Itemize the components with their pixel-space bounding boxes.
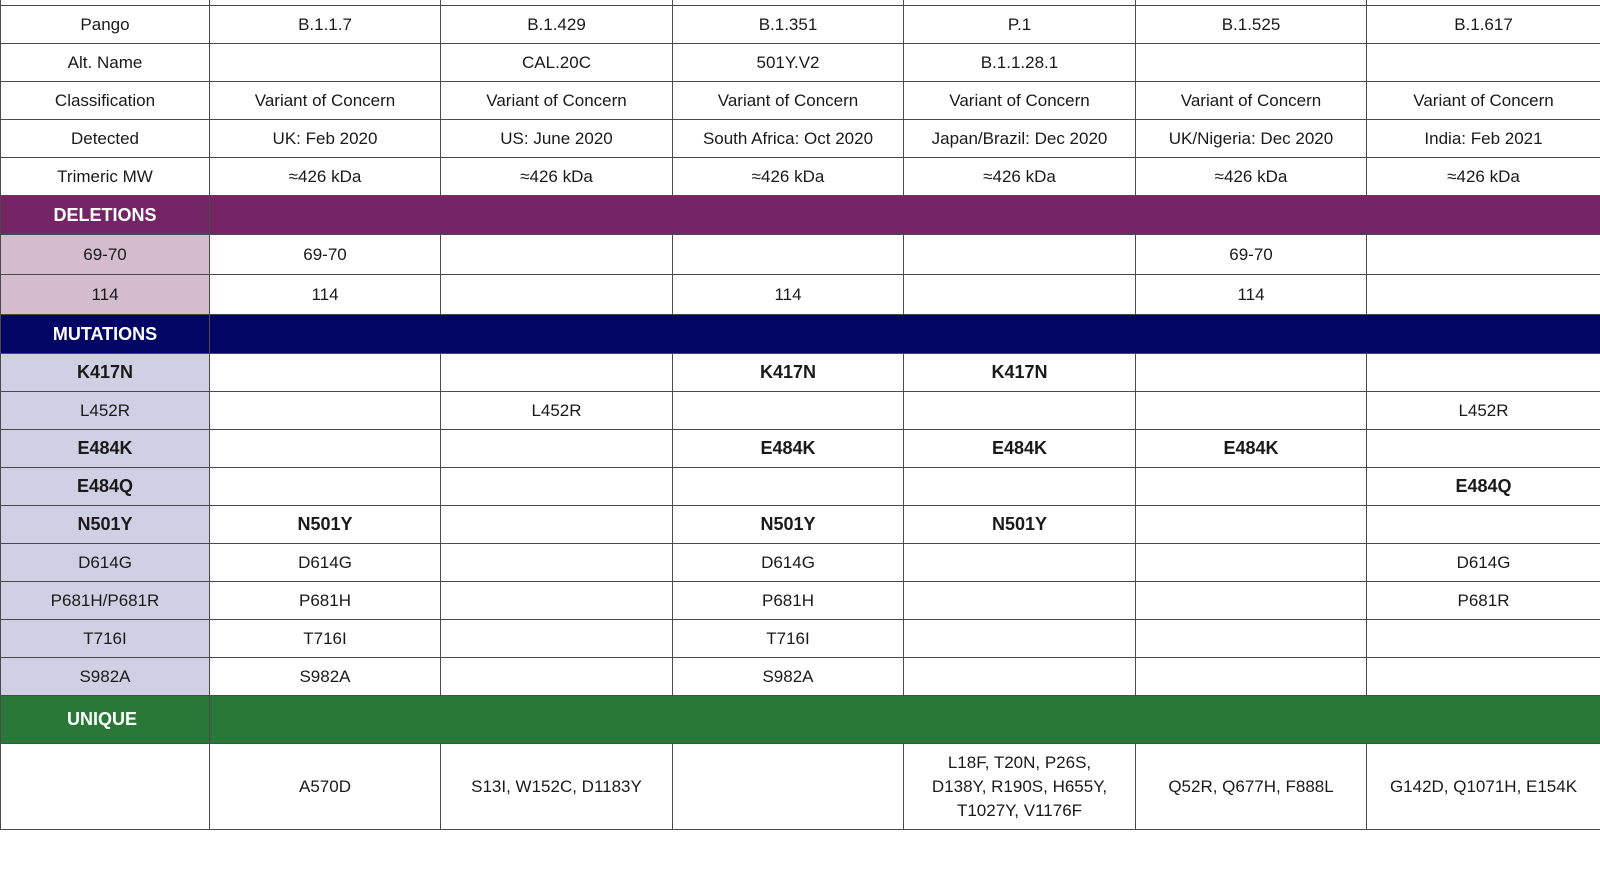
table-cell — [904, 235, 1136, 275]
table-cell — [904, 582, 1136, 620]
unique-line: T1027Y, V1176F — [956, 800, 1083, 820]
row-label: Classification — [1, 82, 210, 120]
table-cell — [210, 354, 441, 392]
table-cell: E484K — [673, 430, 904, 468]
table-cell — [441, 275, 673, 315]
table-cell — [441, 235, 673, 275]
section-bar — [210, 696, 1600, 744]
unique-cell — [673, 744, 904, 830]
unique-cell — [441, 744, 673, 830]
attribute-row — [1, 120, 1600, 158]
table-cell — [904, 658, 1136, 696]
table-cell — [1367, 658, 1600, 696]
table-cell: Variant of Concern — [1136, 82, 1367, 120]
table-cell: E484K — [1136, 430, 1367, 468]
table-cell — [904, 544, 1136, 582]
attribute-row — [1, 6, 1600, 44]
table-cell: P681R — [1367, 582, 1600, 620]
section-title: MUTATIONS — [1, 315, 210, 354]
table-cell: N501Y — [210, 506, 441, 544]
table-cell: Variant of Concern — [904, 82, 1136, 120]
table-cell — [1367, 620, 1600, 658]
table-cell: Variant of Concern — [441, 82, 673, 120]
table-cell: D614G — [673, 544, 904, 582]
table-cell: South Africa: Oct 2020 — [673, 120, 904, 158]
table-cell — [210, 430, 441, 468]
row-label: Detected — [1, 120, 210, 158]
mutation-row — [1, 392, 1600, 430]
table-cell — [1136, 392, 1367, 430]
row-label: S982A — [1, 658, 210, 696]
table-cell — [1136, 544, 1367, 582]
section-title: DELETIONS — [1, 196, 210, 235]
table-cell: P681H — [210, 582, 441, 620]
table-cell: E484Q — [1367, 468, 1600, 506]
table-cell — [673, 392, 904, 430]
table-cell — [1367, 354, 1600, 392]
table-cell: D614G — [210, 544, 441, 582]
table-cell — [441, 544, 673, 582]
table-cell: Japan/Brazil: Dec 2020 — [904, 120, 1136, 158]
table-cell: ≈426 kDa — [1367, 158, 1600, 196]
row-label: T716I — [1, 620, 210, 658]
table-cell — [1367, 44, 1600, 82]
row-label: 114 — [1, 275, 210, 315]
table-cell — [673, 468, 904, 506]
section-bar — [210, 196, 1600, 235]
table-cell: T716I — [673, 620, 904, 658]
mutation-row — [1, 582, 1600, 620]
table-cell: L452R — [1367, 392, 1600, 430]
table-cell: K417N — [904, 354, 1136, 392]
mutation-row — [1, 468, 1600, 506]
variant-table-body — [1, 0, 1600, 830]
table-cell: B.1.1.7 — [210, 6, 441, 44]
table-cell — [441, 354, 673, 392]
table-cell: 501Y.V2 — [673, 44, 904, 82]
table-cell — [904, 468, 1136, 506]
table-cell: ≈426 kDa — [1136, 158, 1367, 196]
table-cell: CAL.20C — [441, 44, 673, 82]
row-label — [1, 744, 210, 830]
table-cell: B.1.617 — [1367, 6, 1600, 44]
table-cell: 114 — [673, 275, 904, 315]
table-cell — [1367, 430, 1600, 468]
unique-line: L18F, T20N, P26S, — [947, 752, 1092, 772]
table-cell — [673, 235, 904, 275]
table-cell — [904, 620, 1136, 658]
table-cell: L452R — [441, 392, 673, 430]
table-cell: UK/Nigeria: Dec 2020 — [1136, 120, 1367, 158]
mutation-row — [1, 544, 1600, 582]
table-cell: ≈426 kDa — [904, 158, 1136, 196]
row-label: Alt. Name — [1, 44, 210, 82]
row-label: L452R — [1, 392, 210, 430]
table-cell — [441, 506, 673, 544]
table-cell: ≈426 kDa — [673, 158, 904, 196]
unique-line: G142D, Q1071H, E154K — [1389, 776, 1578, 796]
table-cell: B.1.1.28.1 — [904, 44, 1136, 82]
table-cell: UK: Feb 2020 — [210, 120, 441, 158]
row-label: Trimeric MW — [1, 158, 210, 196]
row-label: Pango — [1, 6, 210, 44]
row-label: N501Y — [1, 506, 210, 544]
mutation-row — [1, 658, 1600, 696]
table-cell — [1367, 275, 1600, 315]
unique-cell — [1367, 744, 1600, 830]
table-cell — [1136, 468, 1367, 506]
table-cell — [1367, 235, 1600, 275]
table-cell: B.1.525 — [1136, 6, 1367, 44]
table-cell — [904, 392, 1136, 430]
row-label: D614G — [1, 544, 210, 582]
table-cell: S982A — [673, 658, 904, 696]
table-cell: B.1.429 — [441, 6, 673, 44]
table-cell — [441, 468, 673, 506]
table-cell — [1136, 658, 1367, 696]
table-cell — [1367, 506, 1600, 544]
table-cell: N501Y — [904, 506, 1136, 544]
table-cell: 69-70 — [1136, 235, 1367, 275]
attribute-row — [1, 158, 1600, 196]
table-cell: T716I — [210, 620, 441, 658]
mutation-row — [1, 430, 1600, 468]
unique-line: A570D — [299, 776, 351, 796]
table-cell: D614G — [1367, 544, 1600, 582]
table-cell — [1136, 582, 1367, 620]
table-cell: ≈426 kDa — [441, 158, 673, 196]
row-label: E484K — [1, 430, 210, 468]
table-cell — [1136, 354, 1367, 392]
table-cell: ≈426 kDa — [210, 158, 441, 196]
table-cell: Variant of Concern — [210, 82, 441, 120]
mutation-row — [1, 620, 1600, 658]
table-cell — [210, 44, 441, 82]
mutation-row — [1, 506, 1600, 544]
table-cell — [441, 430, 673, 468]
attribute-row — [1, 44, 1600, 82]
attribute-row — [1, 82, 1600, 120]
table-cell — [441, 620, 673, 658]
unique-cell — [904, 744, 1136, 830]
deletions-section-header — [1, 196, 1600, 235]
table-cell: 114 — [1136, 275, 1367, 315]
table-cell — [1136, 506, 1367, 544]
table-cell: US: June 2020 — [441, 120, 673, 158]
section-title: UNIQUE — [1, 696, 210, 744]
mutations-section-header — [1, 315, 1600, 354]
unique-section-header — [1, 696, 1600, 744]
table-cell — [210, 468, 441, 506]
table-cell: P.1 — [904, 6, 1136, 44]
unique-line: S13I, W152C, D1183Y — [471, 776, 642, 796]
unique-row — [1, 744, 1600, 830]
row-label: 69-70 — [1, 235, 210, 275]
table-cell — [441, 658, 673, 696]
table-cell: N501Y — [673, 506, 904, 544]
deletion-row — [1, 275, 1600, 315]
table-cell: E484K — [904, 430, 1136, 468]
unique-line: Q52R, Q677H, F888L — [1168, 776, 1334, 796]
row-label: K417N — [1, 354, 210, 392]
table-cell: K417N — [673, 354, 904, 392]
table-cell — [1136, 44, 1367, 82]
mutation-row — [1, 354, 1600, 392]
table-cell — [1136, 620, 1367, 658]
table-cell — [441, 582, 673, 620]
table-cell: 114 — [210, 275, 441, 315]
unique-cell — [210, 744, 441, 830]
table-cell: Variant of Concern — [673, 82, 904, 120]
table-cell — [904, 275, 1136, 315]
table-cell: 69-70 — [210, 235, 441, 275]
row-label: E484Q — [1, 468, 210, 506]
section-bar — [210, 315, 1600, 354]
table-cell: P681H — [673, 582, 904, 620]
unique-line: D138Y, R190S, H655Y, — [931, 776, 1108, 796]
table-cell: Variant of Concern — [1367, 82, 1600, 120]
table-cell: India: Feb 2021 — [1367, 120, 1600, 158]
deletion-row — [1, 235, 1600, 275]
unique-cell — [1136, 744, 1367, 830]
table-cell — [210, 392, 441, 430]
table-cell: B.1.351 — [673, 6, 904, 44]
table-cell: S982A — [210, 658, 441, 696]
row-label: P681H/P681R — [1, 582, 210, 620]
